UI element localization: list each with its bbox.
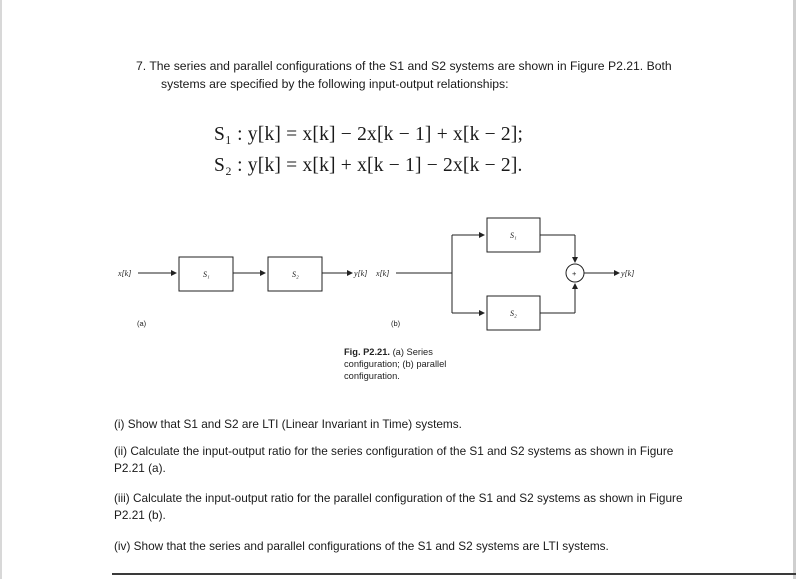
part-iv: (iv) Show that the series and parallel configurations of the S1 and S2 systems are LTI systems.	[114, 539, 609, 553]
part-i: (i) Show that S1 and S2 are LTI (Linear Invariant in Time) systems.	[114, 417, 462, 431]
question-line-1: 7. The series and parallel configurations of the S1 and S2 systems are shown in Figure P2.21. Both	[136, 59, 672, 73]
parallel-input-label: x[k]	[376, 269, 390, 278]
parallel-figure-label: (b)	[391, 319, 401, 328]
caption-line-3: configuration.	[344, 371, 400, 381]
equation-s2: S₂ : y[k] = x[k] + x[k − 1] − 2x[k − 2].	[214, 155, 523, 176]
series-input-label: x[k]	[118, 269, 132, 278]
series-figure-label: (a)	[137, 319, 147, 328]
caption-line-2: configuration; (b) parallel	[344, 359, 447, 369]
series-block-s1-label: S₁	[203, 270, 210, 279]
summing-junction-plus: +	[572, 269, 577, 278]
figure-caption	[344, 346, 446, 382]
series-output-label: y[k]	[354, 269, 368, 278]
question-line-2: systems are specified by the following input-output relationships:	[161, 77, 509, 91]
series-configuration	[117, 257, 367, 328]
parallel-block-s2-label: S₂	[510, 309, 517, 318]
parallel-output-label: y[k]	[621, 269, 635, 278]
parallel-configuration	[375, 218, 634, 330]
part-iii-line-1: (iii) Calculate the input-output ratio for the parallel configuration of the S1 and S2 systems as shown in Figure	[114, 491, 683, 505]
caption-fig-number: Fig. P2.21.	[344, 347, 390, 357]
parallel-block-s1-label: S₁	[510, 231, 517, 240]
part-ii-line-2: P2.21 (a).	[114, 461, 166, 475]
equation-s1: S₁ : y[k] = x[k] − 2x[k − 1] + x[k − 2];	[214, 124, 524, 145]
caption-line-1-rest: (a) Series	[390, 347, 433, 357]
part-iii-line-2: P2.21 (b).	[114, 508, 166, 522]
bottom-rule	[112, 573, 796, 575]
caption-line-1	[344, 346, 446, 358]
part-ii-line-1: (ii) Calculate the input-output ratio for the series configuration of the S1 and S2 systems as shown in Figure	[114, 444, 674, 458]
series-block-s2-label: S₂	[292, 270, 299, 279]
